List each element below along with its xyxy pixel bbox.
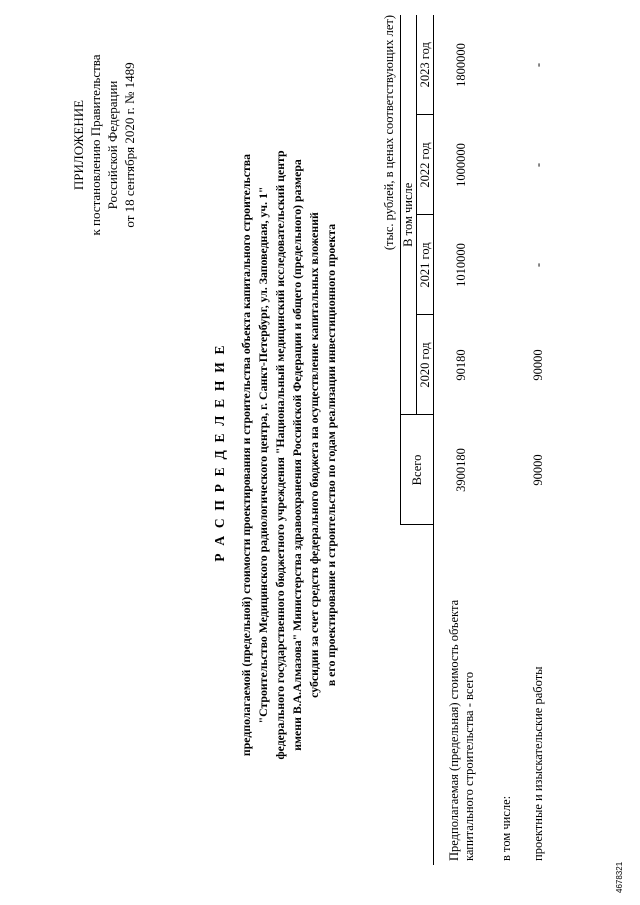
cell-value: 90180: [434, 315, 490, 415]
header-year: 2021 год: [417, 215, 434, 315]
heading-line: федерального государственного бюджетного учреждения "Национальный медицинский исследовательский центр: [273, 150, 287, 760]
header-year: 2020 год: [417, 315, 434, 415]
cell-total: 90000: [531, 454, 545, 486]
heading-line: "Строительство Медицинского радиологического центра, г. Санкт-Петербург, ул. Заповедная, уч. 1": [256, 186, 270, 724]
document-code: 4678321: [615, 861, 624, 893]
units-note: (тыс. рублей, в ценах соответствующих лет): [382, 15, 396, 251]
cell-value: 1800000: [434, 15, 490, 115]
row-label: [434, 525, 490, 865]
cell-total: 3900180: [434, 415, 490, 525]
heading-line: предполагаемой (предельной) стоимости проектирования и строительства объекта капитального строительства: [239, 153, 253, 757]
row-label: проектные и изыскательские работы: [531, 666, 545, 861]
appendix-line-1: к постановлению Правительства: [88, 54, 103, 236]
cell-value: 1000000: [434, 115, 490, 215]
document-heading: [238, 55, 340, 855]
table-row: [524, 15, 554, 865]
heading-line: имени В.А.Алмазова" Министерства здравоохранения Российской Федерации и общего (предельного) размера: [290, 159, 304, 751]
row-label-line: Предполагаемая (предельная) стоимость объекта: [446, 599, 461, 861]
cell-value: -: [531, 62, 545, 68]
cell-value: 1010000: [434, 215, 490, 315]
appendix-line-3: от 18 сентября 2020 г. № 1489: [122, 62, 137, 228]
header-year: 2023 год: [417, 15, 434, 115]
table-header-row: [401, 15, 417, 865]
distribution-table: [400, 15, 554, 865]
cell-value: -: [531, 162, 545, 168]
cell-value: 90000: [531, 349, 545, 381]
cell-value: -: [531, 262, 545, 268]
table-row: [490, 15, 524, 865]
header-group: В том числе: [401, 15, 417, 415]
header-total: Всего: [401, 415, 434, 525]
row-label-line: капитального строительства - всего: [461, 671, 476, 861]
appendix-title: ПРИЛОЖЕНИЕ: [71, 99, 86, 191]
table-row: [434, 15, 490, 865]
header-label-cell: [401, 525, 434, 865]
appendix-block: [70, 25, 138, 265]
heading-line: субсидии за счет средств федерального бюджета на осуществление капитальных вложений: [307, 212, 321, 698]
header-year: 2022 год: [417, 115, 434, 215]
heading-line: в его проектирование и строительство по годам реализации инвестиционного проекта: [324, 223, 338, 687]
row-label: в том числе:: [499, 795, 513, 861]
appendix-line-2: Российской Федерации: [105, 80, 120, 210]
document-title: Р А С П Р Е Д Е Л Е Н И Е: [212, 343, 227, 562]
